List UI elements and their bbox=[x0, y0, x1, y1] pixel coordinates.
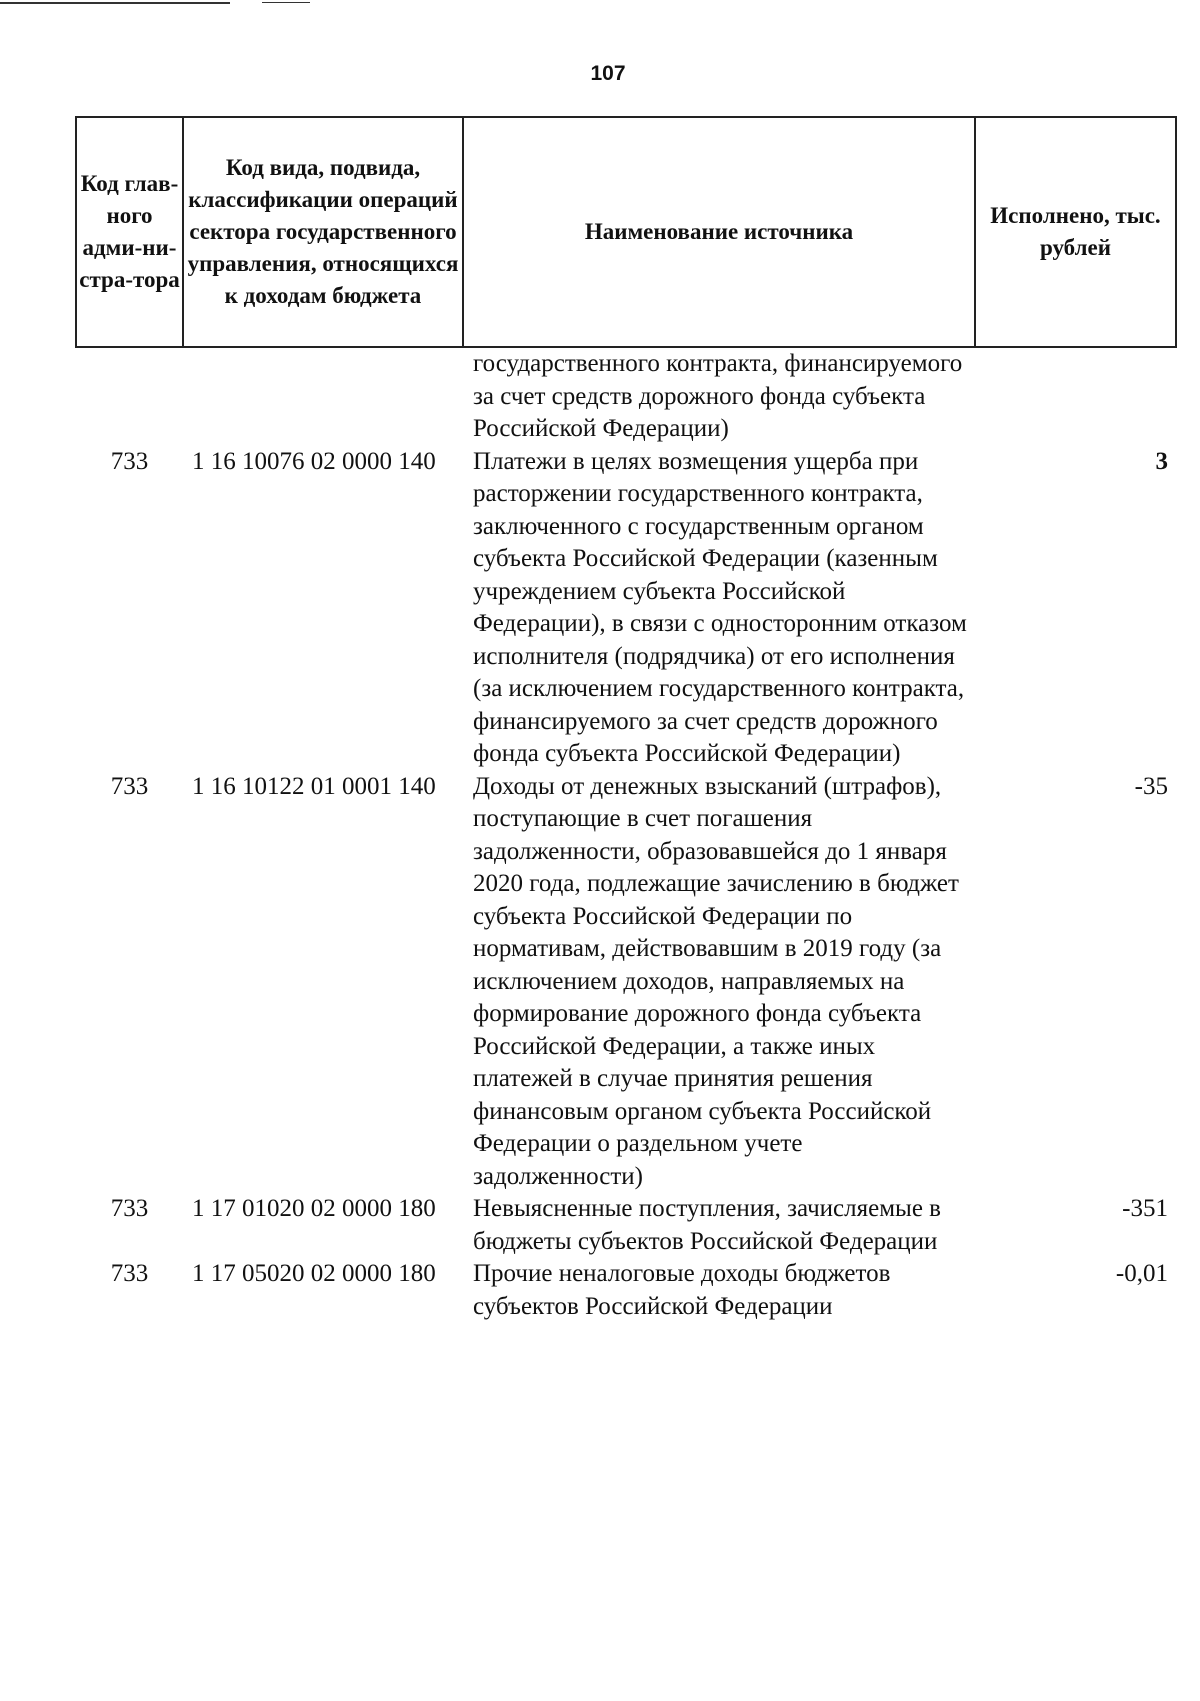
scan-edge-mark bbox=[262, 2, 310, 3]
table-row bbox=[76, 1258, 1176, 1323]
admin-code-cell: 733 bbox=[110, 447, 149, 475]
table-body bbox=[76, 347, 1176, 1323]
table-row-continuation bbox=[76, 347, 1176, 446]
executed-amount-cell: 3 bbox=[1155, 447, 1168, 475]
scan-edge-mark bbox=[0, 2, 230, 4]
executed-amount-cell: -35 bbox=[1134, 772, 1168, 800]
table-row bbox=[76, 1193, 1176, 1258]
header-source-name: Наименование источника bbox=[463, 117, 975, 347]
source-name-cell: Невыясненные поступления, зачисляемые в бюджеты субъектов Российской Федерации bbox=[473, 1195, 941, 1255]
admin-code-cell: 733 bbox=[110, 1195, 149, 1222]
source-name-cell: Прочие неналоговые доходы бюджетов субъектов Российской Федерации bbox=[473, 1260, 891, 1320]
executed-amount-cell: -0,01 bbox=[1115, 1260, 1168, 1287]
header-admin-code: Код глав-ного адми-ни-стра-тора bbox=[76, 117, 183, 347]
admin-code-cell: 733 bbox=[110, 772, 149, 800]
header-executed: Исполнено, тыс. рублей bbox=[975, 117, 1176, 347]
income-code-cell: 1 17 01020 02 0000 180 bbox=[192, 1195, 436, 1222]
table-row bbox=[76, 446, 1176, 771]
income-table bbox=[75, 116, 1177, 1323]
source-name-cell: Платежи в целях возмещения ущерба при расторжении государственного контракта, заключенного с государственным органом субъекта Российской Федерации (казенным учреждением субъекта Российской Федерации), в связи с односторонним отказом исполнителя (подрядчика) от его исполнения (за исключением государственного контракта, финансируемого за счет средств дорожного фонда субъекта Российской Федерации) bbox=[473, 447, 967, 767]
executed-amount-cell: -351 bbox=[1122, 1195, 1168, 1222]
income-code-cell: 1 16 10076 02 0000 140 bbox=[192, 447, 436, 475]
page-number: 107 bbox=[590, 62, 626, 85]
table-header bbox=[76, 117, 1176, 347]
header-income-code: Код вида, подвида, классификации операций сектора государственного управления, относящихся к доходам бюджета bbox=[183, 117, 463, 347]
income-code-cell: 1 17 05020 02 0000 180 bbox=[192, 1260, 436, 1287]
admin-code-cell: 733 bbox=[110, 1260, 149, 1287]
income-code-cell: 1 16 10122 01 0001 140 bbox=[192, 772, 436, 800]
source-name-continuation: государственного контракта, финансируемого за счет средств дорожного фонда субъекта Российской Федерации) bbox=[473, 350, 963, 442]
table-row bbox=[76, 771, 1176, 1194]
source-name-cell: Доходы от денежных взысканий (штрафов), поступающие в счет погашения задолженности, образовавшейся до 1 января 2020 года, подлежащие зачислению в бюджет субъекта Российской Федерации по нормативам, действовавшим в 2019 году (за исключением доходов, направляемых на формирование дорожного фонда субъекта Российской Федерации, а также иных платежей в случае принятия решения финансовым органом субъекта Российской Федерации о раздельном учете задолженности) bbox=[473, 772, 959, 1190]
